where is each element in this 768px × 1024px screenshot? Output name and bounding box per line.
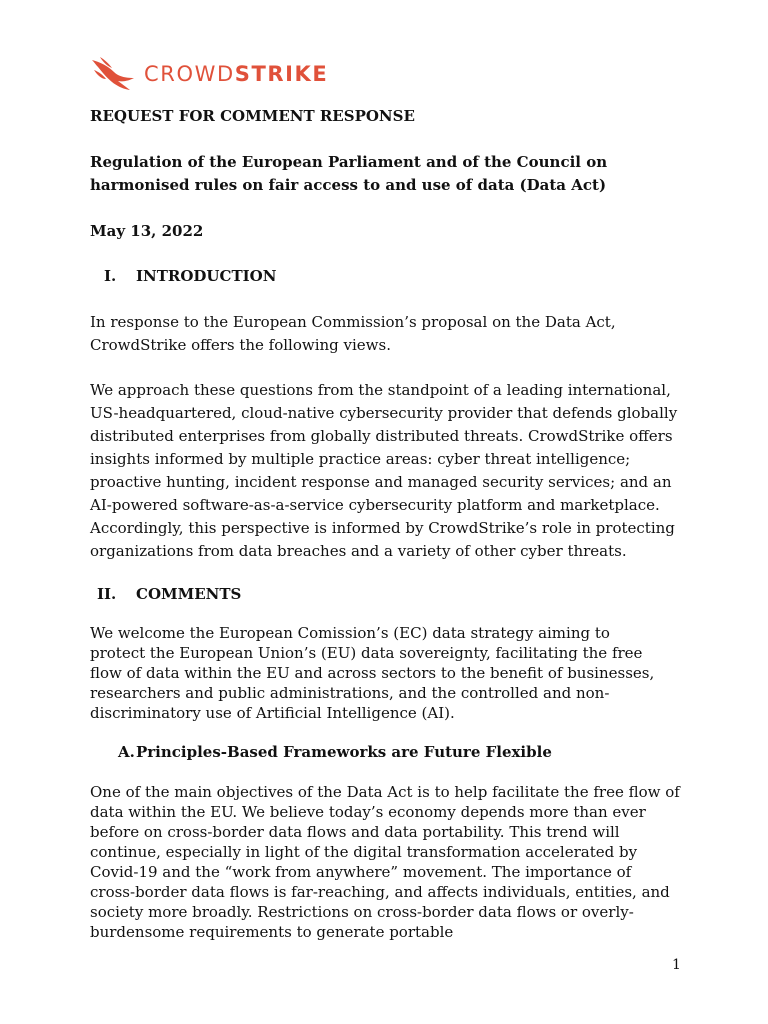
document-title: Regulation of the European Parliament and of the Council on harmonised rules on fair access to and use of data (Data Act) xyxy=(90,153,608,194)
section-heading-comments xyxy=(97,583,241,606)
falcon-icon xyxy=(90,56,136,92)
document-type: REQUEST FOR COMMENT RESPONSE xyxy=(90,107,415,125)
crowdstrike-logo xyxy=(90,56,328,92)
comments-paragraph-1: We welcome the European Comission’s (EC) data strategy aiming to protect the European Union’s (EU) data sovereignty, facilitating the free flow of data within the EU and across sectors to the benefit of businesses, researchers and public administrations, and the controlled and non-discriminatory use of Artificial Intelligence (AI). xyxy=(90,624,655,722)
logo-wordmark: CROWDSTRIKE xyxy=(144,62,329,86)
section-numeral: II. xyxy=(97,585,117,603)
document-date: May 13, 2022 xyxy=(90,222,204,240)
subsection-heading-a xyxy=(118,741,552,764)
page-number: 1 xyxy=(672,957,681,973)
subsection-title: Principles-Based Frameworks are Future Flexible xyxy=(136,743,552,761)
intro-paragraph-2: We approach these questions from the standpoint of a leading international, US-headquartered, cloud-native cybersecurity provider that defends globally distributed enterprises from globally distributed threats. CrowdStrike offers insights informed by multiple practice areas: cyber threat intelligence; proactive hunting, incident response and managed security services; and an AI-powered software-as-a-service cybersecurity platform and marketplace. Accordingly, this perspective is informed by CrowdStrike’s role in protecting organizations from data breaches and a variety of other cyber threats. xyxy=(90,381,678,560)
section-title: INTRODUCTION xyxy=(136,267,277,285)
intro-paragraph-1: In response to the European Commission’s proposal on the Data Act, CrowdStrike offers the following views. xyxy=(90,313,616,354)
subsection-letter: A. xyxy=(118,743,135,761)
section-title: COMMENTS xyxy=(136,585,242,603)
section-heading-introduction xyxy=(104,265,276,288)
subsection-a-paragraph: One of the main objectives of the Data Act is to help facilitate the free flow of data within the EU. We believe today’s economy depends more than ever before on cross-border data flows and data portability. This trend will continue, especially in light of the digital transformation accelerated by Covid-19 and the “work from anywhere” movement. The importance of cross-border data flows is far-reaching, and affects individuals, entities, and society more broadly. Restrictions on cross-border data flows or overly-burdensome requirements to generate portable xyxy=(90,783,680,941)
section-numeral: I. xyxy=(104,267,117,285)
